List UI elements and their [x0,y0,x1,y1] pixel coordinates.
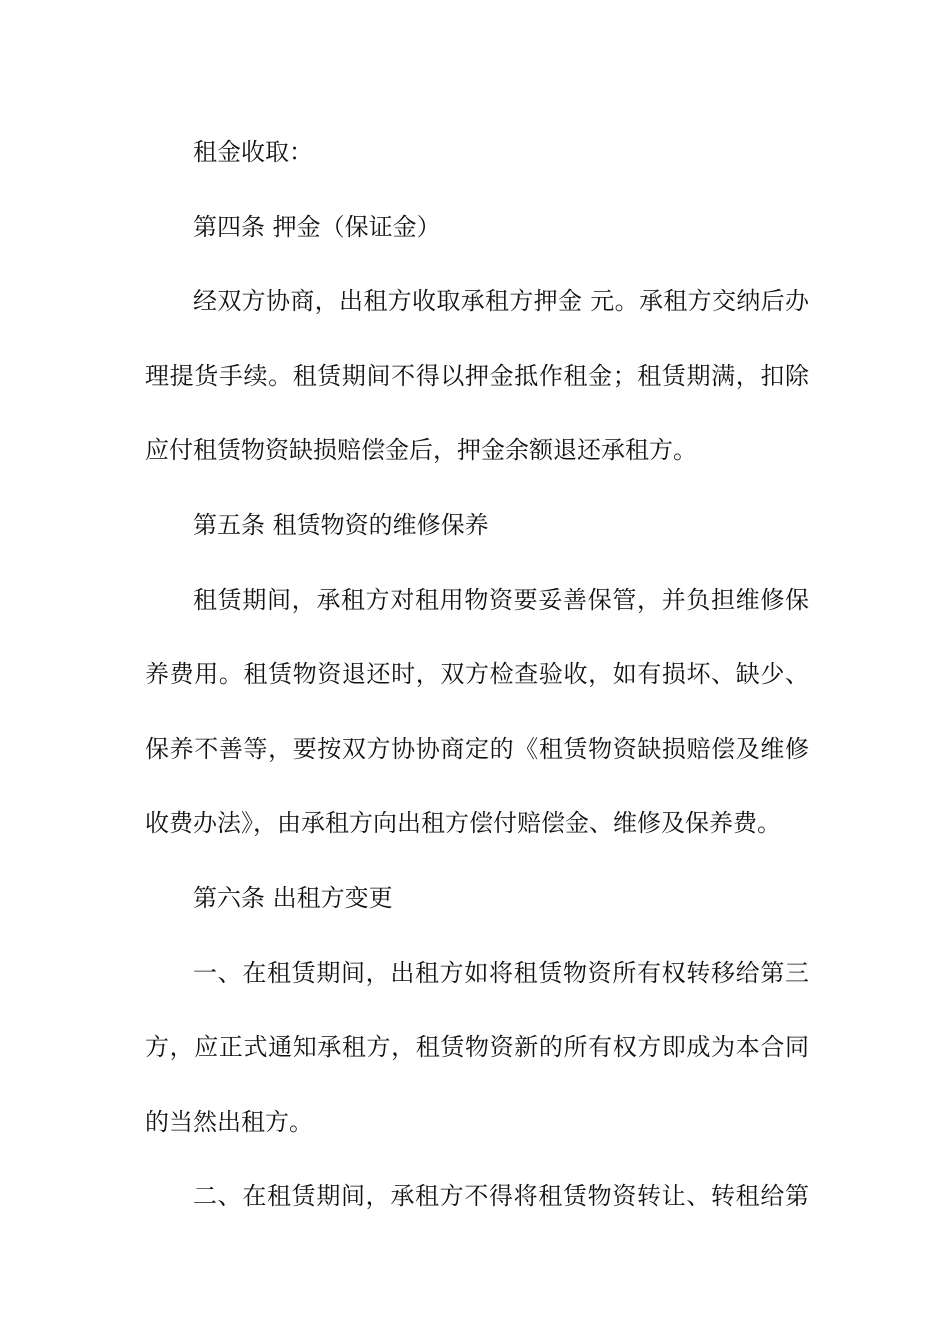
text-line: 经双方协商，出租方收取承租方押金 元。承租方交纳后办 [193,287,809,315]
heading-article-6: 第六条 出租方变更 [193,884,393,912]
text-line: 应付租赁物资缺损赔偿金后，押金余额退还承租方。 [145,436,697,464]
text-line: 租赁期间，承租方对租用物资要妥善保管，并负担维修保 [193,586,809,614]
text-line: 理提货手续。租赁期间不得以押金抵作租金；租赁期满，扣除 [145,362,809,390]
text-line: 养费用。租赁物资退还时，双方检查验收，如有损坏、缺少、 [145,660,809,688]
text-line: 一、在租赁期间，出租方如将租赁物资所有权转移给第三 [193,959,809,987]
heading-article-5: 第五条 租赁物资的维修保养 [193,511,489,539]
text-line: 收费办法》，由承租方向出租方偿付赔偿金、维修及保养费。 [145,809,781,837]
text-line: 的当然出租方。 [145,1108,313,1136]
heading-article-4: 第四条 押金（保证金） [193,213,441,241]
text-line: 二、在租赁期间，承租方不得将租赁物资转让、转租给第 [193,1182,809,1210]
text-line-rent-collection: 租金收取： [193,138,313,166]
text-line: 方，应正式通知承租方，租赁物资新的所有权方即成为本合同 [145,1033,809,1061]
text-line: 保养不善等，要按双方协协商定的《租赁物资缺损赔偿及维修 [145,735,809,763]
